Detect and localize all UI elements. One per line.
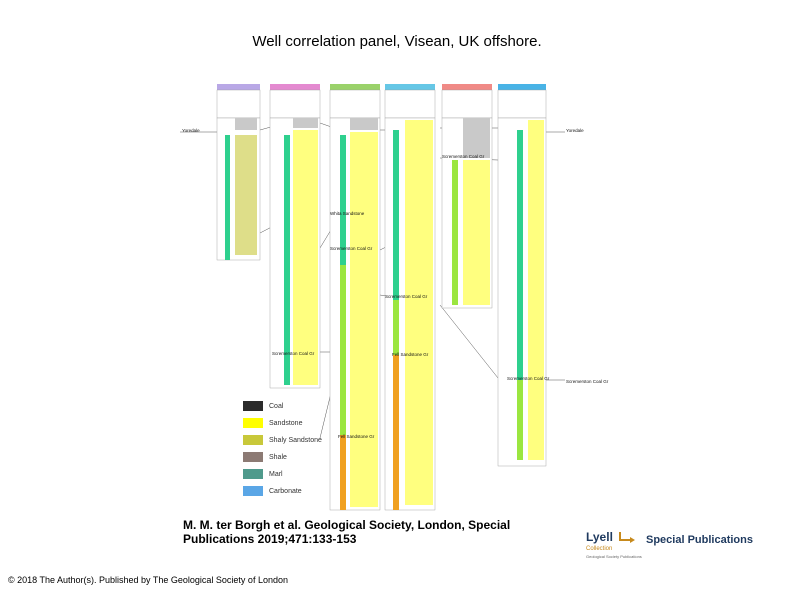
legend-label: Sandstone [269, 419, 303, 427]
legend-label: Coal [269, 402, 284, 410]
citation-line1: M. M. ter Borgh et al. Geological Society, London, Special [183, 518, 511, 532]
well-1 [217, 84, 260, 260]
legend-item [243, 416, 322, 430]
marker-screm-w6: Scremerston Coal Gr [507, 376, 550, 381]
well-3 [330, 84, 380, 510]
marker-ss-w4: Scremerston Coal Gr [385, 294, 428, 299]
legend-label: Marl [269, 470, 283, 478]
legend-swatch [243, 486, 263, 496]
legend-item [243, 484, 322, 498]
lyell-special-publications-logo [586, 528, 766, 568]
marker-yoredale-right: Yoredale [566, 128, 584, 133]
well-2 [270, 84, 320, 388]
legend-swatch [243, 452, 263, 462]
logo-brand-2: Collection [586, 546, 613, 552]
marker-wp-w3: Whita Sandstone [330, 211, 365, 216]
legend-item [243, 433, 322, 447]
arrow-icon [620, 532, 630, 540]
lithology-legend [243, 399, 322, 501]
legend-item [243, 399, 322, 413]
logo-special-publications: Special Publications [646, 534, 753, 546]
citation [183, 518, 510, 546]
marker-scremerston-right: Scremerston Coal Gr [566, 379, 609, 384]
marker-screm-w3: Scremerston Coal Gr [330, 246, 373, 251]
copyright: © 2018 The Author(s). Published by The Geological Society of London [8, 575, 288, 585]
citation-line2: Publications 2019;471:133-153 [183, 532, 357, 546]
legend-swatch [243, 418, 263, 428]
well-6 [498, 84, 546, 466]
logo-tagline: Geological Society Publications [586, 554, 642, 559]
marker-fell-w3: Fell Sandstone Gr [338, 434, 375, 439]
legend-label: Carbonate [269, 487, 302, 495]
legend-item [243, 467, 322, 481]
legend-swatch [243, 469, 263, 479]
marker-screm-w5: Scremerston Coal Gr [442, 154, 485, 159]
legend-label: Shaly Sandstone [269, 436, 322, 444]
legend-swatch [243, 435, 263, 445]
marker-screm-w2: Scremerston Coal Gr [272, 351, 315, 356]
legend-swatch [243, 401, 263, 411]
well-5 [442, 84, 492, 308]
logo-brand: Lyell [586, 530, 613, 544]
legend-label: Shale [269, 453, 287, 461]
marker-fell-w4: Fell Sandstone Gr [392, 352, 429, 357]
figure-title: Well correlation panel, Visean, UK offshore. [252, 33, 542, 50]
marker-yoredale-left: Yoredale [182, 128, 200, 133]
legend-item [243, 450, 322, 464]
